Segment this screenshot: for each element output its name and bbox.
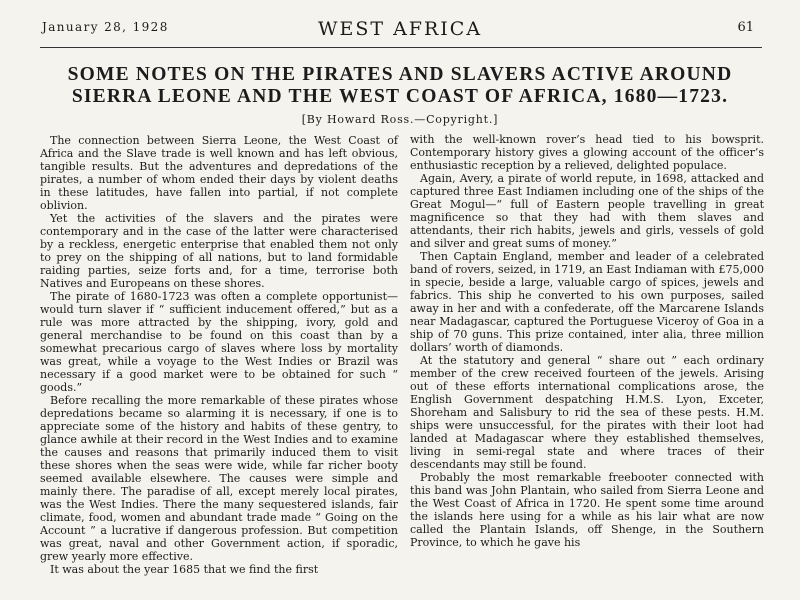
paragraph: It was about the year 1685 that we find the first xyxy=(50,563,319,576)
publication-title: WEST AFRICA xyxy=(317,18,483,40)
headline-line-2: SIERRA LEONE AND THE WEST COAST OF AFRICA, 1680—1723. xyxy=(71,86,729,107)
paragraph: Then Captain England, member and leader of a celebrated band of rovers, seized, in 1719, an East Indiaman with £75,000 in specie, beside a large, valuable cargo of spices, jewels and fabrics. This ship he converted to his own purposes, sailed away in her and with a confederate, off the Marcarene Islands near Madagascar, captured the Portuguese Viceroy of Goa in a ship of 70 guns. This prize contained, inter alia, three million dollars’ worth of diamonds. xyxy=(410,250,764,354)
article-headline xyxy=(20,64,780,108)
byline: [By Howard Ross.—Copyright.] xyxy=(301,113,499,126)
issue-date: January 28, 1928 xyxy=(42,20,169,34)
paragraph: The connection between Sierra Leone, the West Coast of Africa and the Slave trade is well known and has left obvious, tangible results. But the adventures and depredations of the pirates, a number of whom ended their days by violent deaths in these latitudes, have fallen into partial, if not complete oblivion. xyxy=(40,134,398,212)
header-rule xyxy=(40,47,762,48)
paragraph: Before recalling the more remarkable of these pirates whose depredations became so alarming it is necessary, if one is to appreciate some of the history and habits of these gentry, to glance awhile at their record in the West Indies and to examine the causes and reasons that primarily induced them to visit these shores when the seas were wide, while far richer booty seemed available elsewhere. The causes were simple and mainly there. The paradise of all, except merely local pirates, was the West Indies. There the many sequestered islands, fair climate, food, women and abundant trade made “ Going on the Account ” a lucrative if dangerous profession. But competition was great, naval and other Government action, if sporadic, grew yearly more effective. xyxy=(40,394,398,563)
paragraph: Again, Avery, a pirate of world repute, in 1698, attacked and captured three East Indiamen including one of the ships of the Great Mogul—“ full of Eastern people travelling in great magnificence so that they had with them slaves and attendants, their rich habits, jewels and girls, vessels of gold and silver and great sums of money.” xyxy=(410,172,764,250)
right-column xyxy=(410,133,764,549)
page-header xyxy=(0,18,800,44)
paragraph: Yet the activities of the slavers and the pirates were contemporary and in the case of the latter were characterised by a reckless, energetic enterprise that enabled them not only to prey on the shipping of all nations, but to land formidable raiding parties, seize forts and, for a time, terrorise both Natives and Europeans on these shores. xyxy=(40,212,398,290)
paragraph: At the statutory and general “ share out ” each ordinary member of the crew received fourteen of the jewels. Arising out of these efforts international complications arose, the English Government despatching H.M.S. Lyon, Exceter, Shoreham and Salisbury to rid the sea of these pests. H.M. ships were unsuccessful, for the pirates with their loot had landed at Madagascar where they established themselves, living in semi-regal state and where traces of their descendants may still be found. xyxy=(410,354,764,471)
page-number: 61 xyxy=(737,20,754,35)
paragraph: with the well-known rover’s head tied to his bowsprit. Contemporary history gives a glowing account of the officer’s enthusiastic reception by a relieved, delighted populace. xyxy=(410,133,764,172)
paragraph: Probably the most remarkable freebooter connected with this band was John Plantain, who sailed from Sierra Leone and the West Coast of Africa in 1720. He spent some time around the islands here using for a while as his lair what are now called the Plantain Islands, off Shenge, in the Southern Province, to which he gave his xyxy=(410,471,764,549)
left-column xyxy=(40,134,398,576)
paragraph: The pirate of 1680-1723 was often a complete opportunist—would turn slaver if “ sufficient inducement offered,” but as a rule was more attracted by the shipping, ivory, gold and general merchandise to be found on this coast than by a somewhat precarious cargo of slaves where loss by mortality was great, while a voyage to the West Indies or Brazil was necessary if a good market were to be obtained for such “ goods.” xyxy=(40,290,398,394)
headline-line-1: SOME NOTES ON THE PIRATES AND SLAVERS ACTIVE AROUND xyxy=(67,64,733,85)
